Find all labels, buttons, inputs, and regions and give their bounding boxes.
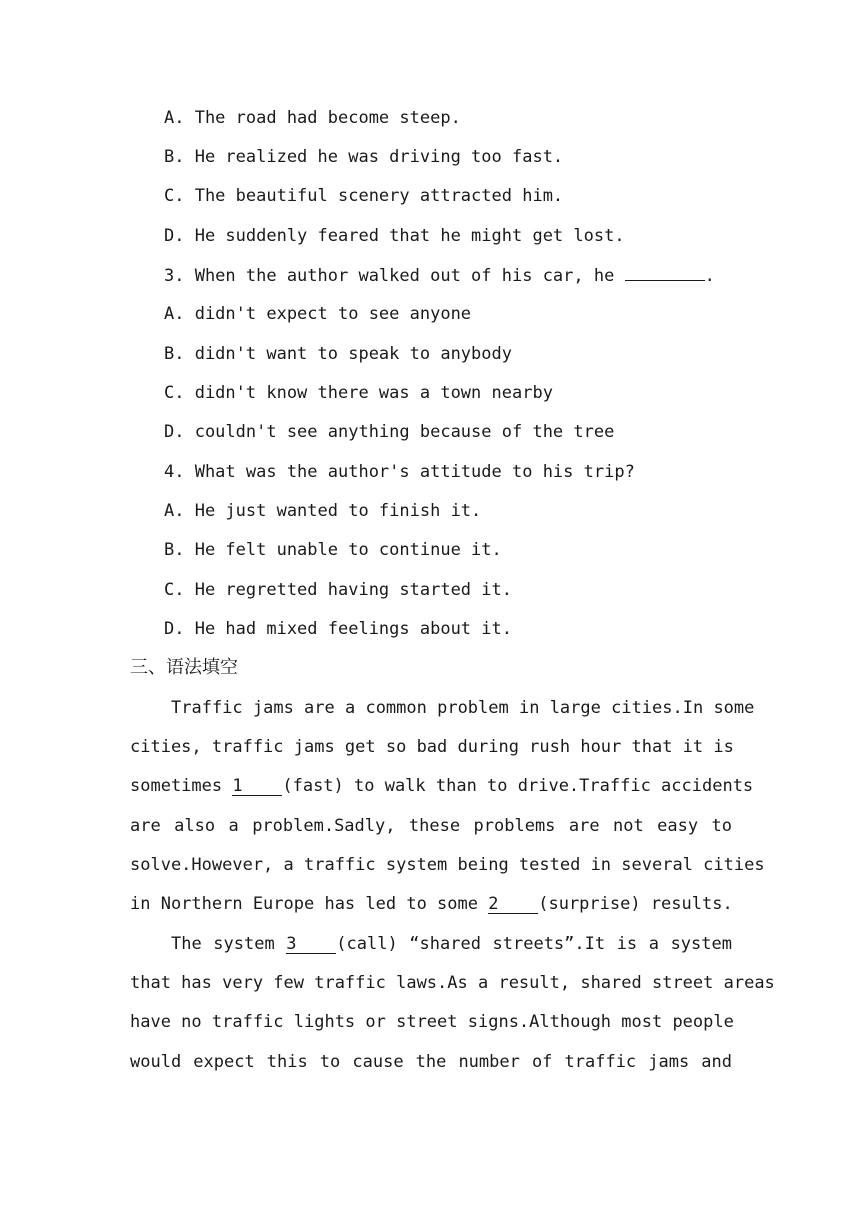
passage-line: have no traffic lights or street signs.Although most people [130, 1012, 734, 1032]
passage-text: in Northern Europe has led to some [130, 894, 489, 914]
passage-line: cities, traffic jams get so bad during rush hour that it is [130, 737, 734, 757]
passage-line [130, 775, 754, 797]
q2-option-c: C. The beautiful scenery attracted him. [164, 186, 564, 206]
passage-text: (call) “shared streets”.It is a system [336, 934, 732, 954]
q3-stem-end: . [704, 266, 715, 286]
passage-line: are also a problem.Sadly, these problems are not easy to [130, 816, 732, 836]
section-heading: 三、语法填空 [130, 657, 238, 678]
q3-option-b: B. didn't want to speak to anybody [164, 344, 512, 364]
q4-option-c: C. He regretted having started it. [164, 580, 512, 600]
q3-option-c: C. didn't know there was a town nearby [164, 383, 553, 403]
q3-option-a: A. didn't expect to see anyone [164, 304, 472, 324]
passage-line [130, 893, 732, 915]
passage-text: sometimes [130, 776, 233, 796]
gap-blank-1: 1 [232, 777, 282, 796]
q4-stem: 4. What was the author's attitude to his trip? [164, 462, 635, 482]
passage-text: (fast) to walk than to drive.Traffic accidents [282, 776, 754, 796]
q2-option-a: A. The road had become steep. [164, 108, 461, 128]
q3-option-d: D. couldn't see anything because of the tree [164, 422, 615, 442]
gap-blank-2: 2 [488, 895, 538, 914]
q3-stem-text: 3. When the author walked out of his car, he [164, 266, 615, 286]
q4-option-b: B. He felt unable to continue it. [164, 540, 502, 560]
q4-option-a: A. He just wanted to finish it. [164, 501, 482, 521]
passage-line: that has very few traffic laws.As a result, shared street areas [130, 973, 775, 993]
passage-line [171, 933, 732, 955]
passage-text: The system [171, 934, 287, 954]
passage-line: Traffic jams are a common problem in large cities.In some [171, 698, 755, 718]
q4-option-d: D. He had mixed feelings about it. [164, 619, 512, 639]
q3-answer-blank [625, 264, 705, 281]
q3-stem [164, 264, 715, 287]
q2-option-d: D. He suddenly feared that he might get lost. [164, 226, 625, 246]
gap-blank-3: 3 [286, 935, 336, 954]
q2-option-b: B. He realized he was driving too fast. [164, 147, 564, 167]
passage-line: solve.However, a traffic system being tested in several cities [130, 855, 765, 875]
passage-text: (surprise) results. [538, 894, 733, 914]
passage-line: would expect this to cause the number of traffic jams and [130, 1052, 732, 1072]
